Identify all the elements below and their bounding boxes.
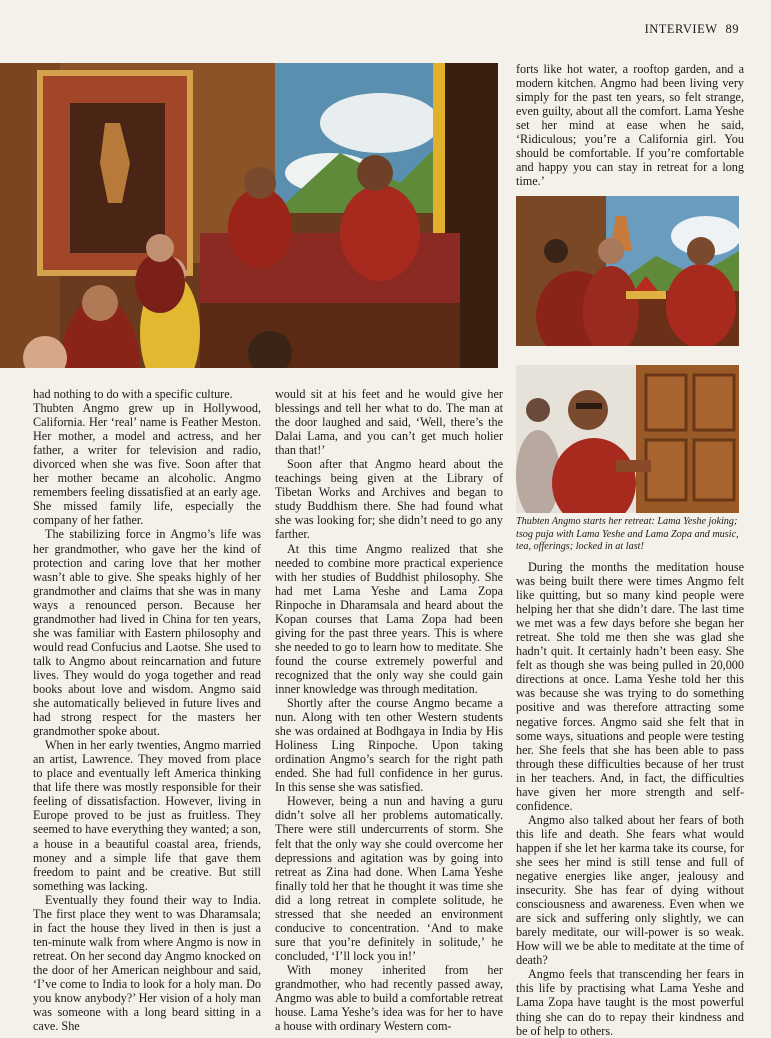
page-number: 89 bbox=[725, 22, 739, 36]
paragraph: Angmo also talked about her fears of both this life and death. She fears what would happen if she let her karma take its course, for she sees her mind is still tense and full of negative energies like anger, jealousy and insecurity. She has fear of dying without consciousness and awareness. Even when we are sick and suffering only slightly, we can barely meditate, our will-power is so weak. How will we be able to meditate at the time of death? bbox=[516, 812, 744, 968]
article-column-1 bbox=[33, 387, 261, 1033]
paragraph: With money inherited from her grandmother, who had recently passed away, Angmo was able to build a comfortable retreat house. Lama Yeshe’s idea was for her to have a house with ordinary Western com- bbox=[275, 962, 503, 1034]
running-header bbox=[645, 22, 739, 37]
paragraph: During the months the meditation house was being built there were times Angmo felt like quitting, but so many kind people were helping her that she didn’t dare. The last time we met was a few days before she began her retreat. She told me then she was glad she hadn’t quit. It certainly hadn’t been easy. She felt as though she was being pulled in 20,000 directions at once. Lama Yeshe told her this was because she was trying to do something positive and was therefore attracting some negative forces. Angmo said she felt that in some ways, situations and people were testing her. She feels that she has been able to pass through these difficulties because of her trust in her teachers. And, in fact, the difficulties have given her more strength and self-confidence. bbox=[516, 560, 744, 813]
article-column-2 bbox=[275, 387, 503, 1033]
paragraph: Shortly after the course Angmo became a nun. Along with ten other Western students she was ordained at Bodhgaya in India by His Holiness Ling Rinpoche. Upon taking ordination Angmo’s search for the right path ended. She had full confidence in her gurus. In this sense she was satisfied. bbox=[275, 696, 503, 795]
photo-tsog-puja bbox=[516, 196, 739, 346]
paragraph: forts like hot water, a rooftop garden, and a modern kitchen. Angmo had been living very simply for the past ten years, so felt strange, even guilty, about all the comfort. Lama Yeshe set her mind at ease when he said, ‘Ridiculous; you’re a California girl. You should be comfortable. If you’re comfortable and happy you can stay in retreat for a long time.’ bbox=[516, 62, 744, 189]
article-column-3-top bbox=[516, 62, 744, 188]
photo-retreat-door bbox=[516, 365, 739, 513]
photo-caption: Thubten Angmo starts her retreat: Lama Yeshe joking; tsog puja with Lama Yeshe and Lama Zopa and music, tea, offerings; locked in at last! bbox=[516, 516, 739, 553]
paragraph: Thubten Angmo grew up in Hollywood, California. Her ‘real’ name is Feather Meston. Her mother, a model and actress, and her father, a writer for television and radio, divorced when she was five. Soon after that her mother became an alcoholic. Angmo remembers feeling dissatisfied at an early age. She missed family life, especially the company of her father. bbox=[33, 401, 261, 528]
paragraph: Eventually they found their way to India. The first place they went to was Dharamsala; in fact the house they lived in then is just a ten-minute walk from where Angmo is now in retreat. On her second day Angmo knocked on the door of her American neighbour and said, ‘I’ve come to India to look for a holy man. Do you know anybody?’ Her vision of a holy man was someone with a long beard sitting in a cave. She bbox=[33, 892, 261, 1034]
paragraph: Angmo feels that transcending her fears in this life by practising what Lama Yeshe and Lama Zopa have taught is the most powerful thing she can do to repay their kindness and be of help to others. bbox=[516, 967, 744, 1038]
paragraph: The stabilizing force in Angmo’s life was her grandmother, who gave her the kind of protection and caring love that her mother wasn’t able to give. She speaks highly of her grandmother and claims that she was in many ways a renounced person. Because her grandmother had lived in China for ten years, she was familiar with Eastern philosophy and would read Confucius and Laotse. She used to talk to Angmo about reincarnation and future lives. They would do yoga together and read books about love and wisdom. Angmo said she automatically believed in future lives and had strong respect for the masters her grandmother spoke about. bbox=[33, 527, 261, 739]
paragraph: However, being a nun and having a guru didn’t solve all her problems automatically. There were still undercurrents of storm. She felt that the only way she could overcome her depressions and agitation was by going into retreat as Zina had done. When Lama Yeshe finally told her that he thought it was time she did a long retreat in complete solitude, he stressed that she needed an environment conducive to concentration. ‘And to make sure that you’re definitely in solitude,’ he concluded, ‘I’ll lock you in!’ bbox=[275, 794, 503, 963]
photo-monks-gathering bbox=[0, 63, 498, 368]
paragraph: When in her early twenties, Angmo married an artist, Lawrence. They moved from place to place and eventually left America thinking that life there was mostly responsible for their feeling of dissatisfaction. However, living in Europe proved to be just as fruitless. They seemed to have everything they wanted; a son, a house in a beautiful coastal area, friends, money and a simple life that gave them freedom to paint and be creative. But still something was lacking. bbox=[33, 738, 261, 893]
section-title: INTERVIEW bbox=[644, 22, 718, 36]
paragraph: would sit at his feet and he would give her blessings and tell her what to do. The man at the door laughed and said, ‘Well, there’s the Dalai Lama, and you can’t get much holier than that!’ bbox=[275, 387, 503, 458]
paragraph: At this time Angmo realized that she needed to combine more practical experience with her studies of Buddhist philosophy. She had met Lama Yeshe and Lama Zopa Rinpoche in Dharamsala and heard about the Kopan courses that Lama Zopa had been giving for the past three years. This is where she needed to go to learn how to meditate. She found the course extremely powerful and recognized that the only way she could gain inner knowledge was through meditation. bbox=[275, 541, 503, 696]
paragraph: had nothing to do with a specific culture. bbox=[33, 387, 233, 401]
paragraph: Soon after that Angmo heard about the teachings being given at the Library of Tibetan Works and Archives and began to study Buddhism there. She had found what she was looking for; she didn’t need to go any farther. bbox=[275, 457, 503, 542]
article-column-3-bottom bbox=[516, 560, 744, 1038]
